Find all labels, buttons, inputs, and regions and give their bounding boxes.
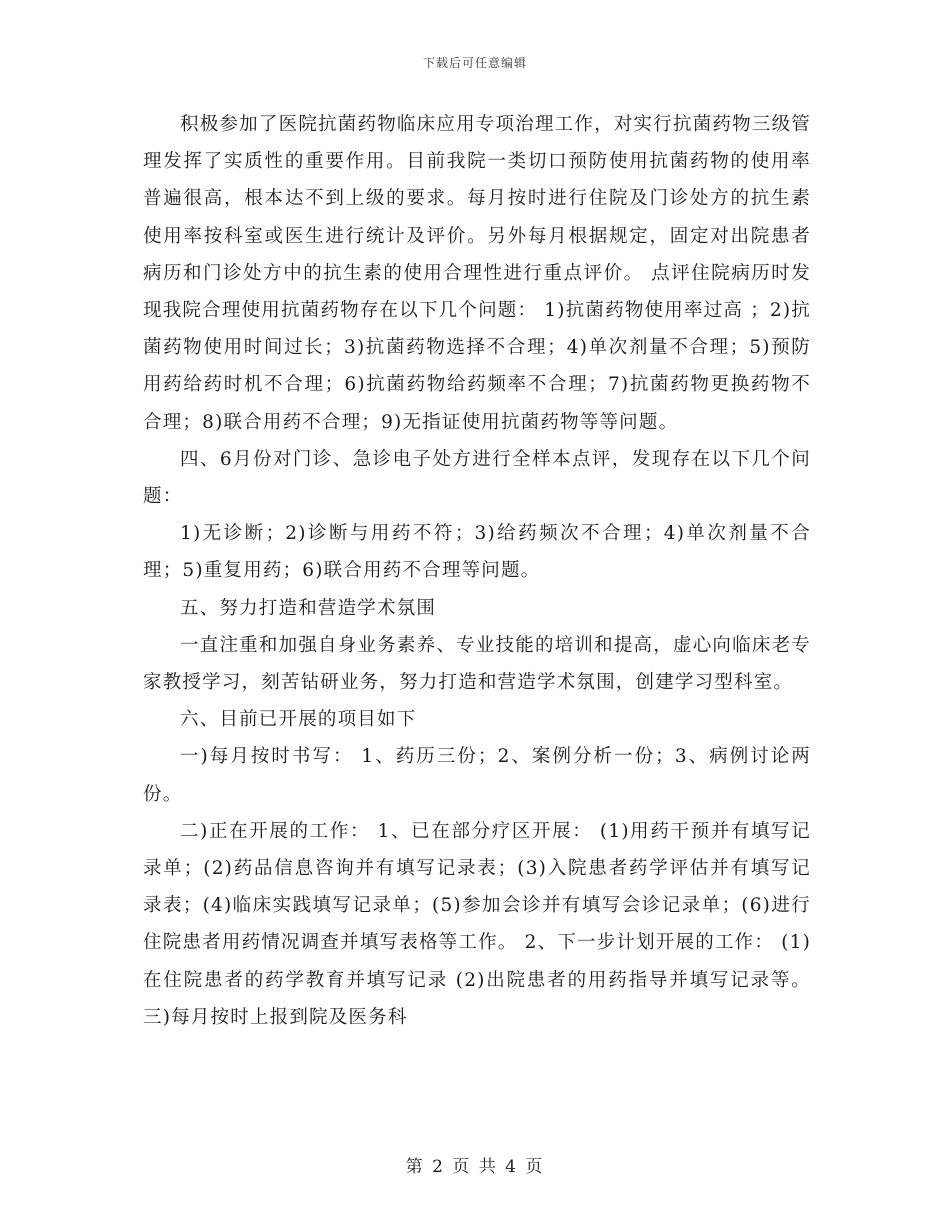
paragraph-prescription-issues: 1)无诊断；2)诊断与用药不符；3)给药频次不合理；4)单次剂量不合理；5)重复用药；6)联合用药不合理等问题。	[143, 523, 811, 582]
page-header: 下载后可任意编辑	[422, 56, 527, 70]
paragraph-section-four: 四、6月份对门诊、急诊电子处方进行全样本点评，发现存在以下几个问题：	[143, 448, 811, 508]
paragraph-academic-atmosphere: 一直注重和加强自身业务素养、专业技能的培训和提高，虚心向临床老专家教授学习，刻苦钻研业务，努力打造和营造学术氛围，创建学习型科室。	[143, 634, 811, 694]
page-footer: 第 2 页 共 4 页	[405, 1157, 545, 1177]
paragraph-monthly-writing: 一)每月按时书写： 1、药历三份；2、案例分析一份；3、病例讨论两份。	[143, 746, 811, 805]
heading-section-five: 五、努力打造和营造学术氛围	[180, 597, 437, 619]
document-body	[143, 106, 811, 1036]
paragraph-antibacterial-management: 积极参加了医院抗菌药物临床应用专项治理工作，对实行抗菌药物三级管理发挥了实质性的重要作用。目前我院一类切口预防使用抗菌药物的使用率普遍很高，根本达不到上级的要求。每月按时进行住院及门诊处方的抗生素使用率按科室或医生进行统计及评价。另外每月根据规定，固定对出院患者病历和门诊处方中的抗生素的使用合理性进行重点评价。 点评住院病历时发现我院合理使用抗菌药物存在以下几个问题： 1)抗菌药物使用率过高 ；2)抗菌药物使用时间过长；3)抗菌药物选择不合理；4)单次剂量不合理；5)预防用药给药时机不合理；6)抗菌药物给药频率不合理；7)抗菌药物更换药物不合理；8)联合用药不合理；9)无指证使用抗菌药物等等问题。	[143, 114, 811, 433]
paragraph-ongoing-work: 二)正在开展的工作： 1、已在部分疗区开展： (1)用药干预并有填写记录单；(2)药品信息咨询并有填写记录表；(3)入院患者药学评估并有填写记录表；(4)临床实践填写记录单；(5)参加会诊并有填写会诊记录单；(6)进行住院患者用药情况调查并填写表格等工作。 2、下一步计划开展的工作： (1)在住院患者的药学教育并填写记录 (2)出院患者的用药指导并填写记录等。 三)每月按时上报到院及医务科	[143, 820, 811, 1028]
heading-section-six: 六、目前已开展的项目如下	[180, 709, 417, 731]
